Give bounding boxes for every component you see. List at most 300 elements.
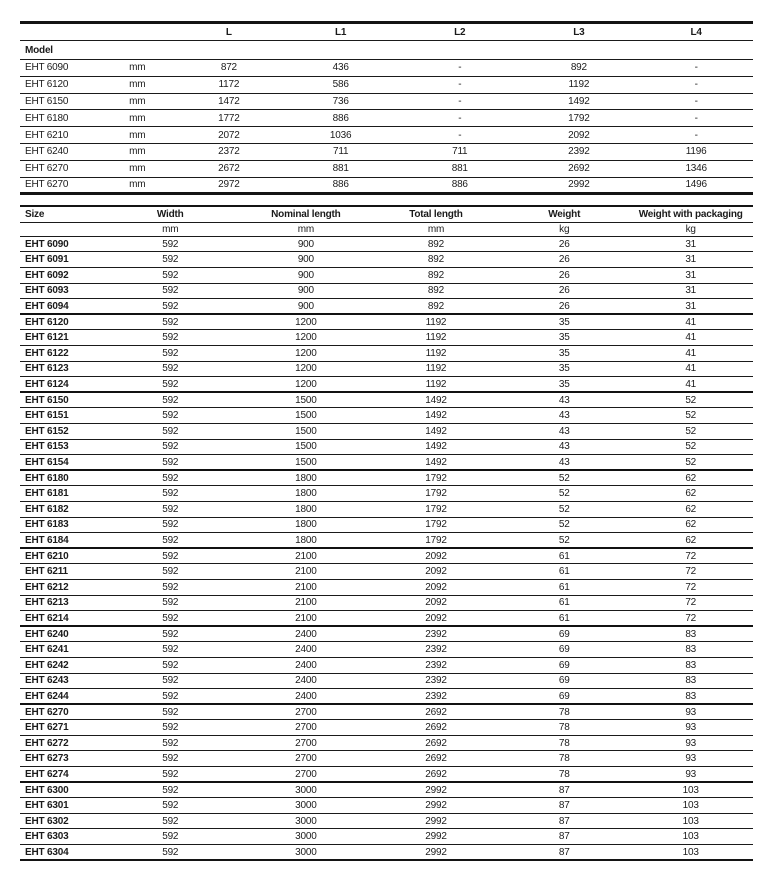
value-cell: 2992 (372, 813, 500, 829)
value-cell: 2392 (372, 689, 500, 705)
value-cell: 2992 (372, 845, 500, 861)
unit-cell-mm: mm (240, 222, 372, 236)
value-cell: 31 (628, 299, 753, 315)
value-cell: 2372 (178, 143, 281, 160)
value-cell: 886 (280, 177, 401, 194)
value-cell: 2992 (372, 829, 500, 845)
value-cell: 78 (500, 704, 628, 720)
size-table (20, 205, 753, 861)
size-group (20, 314, 753, 392)
value-cell: 87 (500, 813, 628, 829)
value-cell: 2692 (372, 767, 500, 783)
value-cell: 62 (628, 533, 753, 549)
value-cell: 26 (500, 236, 628, 252)
value-cell: 592 (101, 252, 240, 268)
value-cell: 3000 (240, 782, 372, 798)
value-cell: 2672 (178, 160, 281, 177)
value-cell: 103 (628, 782, 753, 798)
value-cell: 52 (500, 470, 628, 486)
value-cell: 62 (628, 486, 753, 502)
size-cell: EHT 6303 (20, 829, 101, 845)
value-cell: 592 (101, 408, 240, 424)
value-cell: 2692 (372, 735, 500, 751)
value-cell: 35 (500, 314, 628, 330)
size-row (20, 517, 753, 533)
model-cell: EHT 6270 (20, 160, 97, 177)
value-cell: 83 (628, 689, 753, 705)
value-cell: - (401, 76, 518, 93)
size-row (20, 455, 753, 471)
value-cell: 72 (628, 579, 753, 595)
dimensions-header-L2: L2 (401, 23, 518, 41)
value-cell: 2700 (240, 767, 372, 783)
value-cell: 892 (372, 236, 500, 252)
value-cell: 2100 (240, 611, 372, 627)
value-cell: 900 (240, 268, 372, 284)
dimensions-table-body (20, 60, 753, 194)
size-row (20, 564, 753, 580)
value-cell: 31 (628, 283, 753, 299)
unit-cell-blank (20, 222, 101, 236)
value-cell: 1200 (240, 330, 372, 346)
size-row (20, 767, 753, 783)
value-cell: 93 (628, 767, 753, 783)
value-cell: 69 (500, 673, 628, 689)
value-cell: 892 (372, 283, 500, 299)
size-group (20, 782, 753, 860)
size-cell: EHT 6184 (20, 533, 101, 549)
value-cell: 2992 (372, 782, 500, 798)
value-cell: 592 (101, 377, 240, 393)
size-cell: EHT 6213 (20, 595, 101, 611)
value-cell: 592 (101, 361, 240, 377)
value-cell: 1772 (178, 110, 281, 127)
value-cell: 2700 (240, 704, 372, 720)
value-cell: 881 (280, 160, 401, 177)
value-cell: 592 (101, 735, 240, 751)
value-cell: 103 (628, 829, 753, 845)
size-row (20, 704, 753, 720)
size-cell: EHT 6300 (20, 782, 101, 798)
value-cell: 52 (628, 408, 753, 424)
value-cell: 592 (101, 314, 240, 330)
size-header-width: Width (101, 206, 240, 222)
size-row (20, 408, 753, 424)
value-cell: 892 (372, 268, 500, 284)
value-cell: 592 (101, 813, 240, 829)
size-header-row (20, 206, 753, 222)
value-cell: 72 (628, 564, 753, 580)
value-cell: 1792 (372, 470, 500, 486)
value-cell: 892 (372, 252, 500, 268)
value-cell: 2400 (240, 689, 372, 705)
value-cell: 2392 (372, 626, 500, 642)
value-cell: 592 (101, 767, 240, 783)
value-cell: 31 (628, 236, 753, 252)
value-cell: 592 (101, 486, 240, 502)
size-cell: EHT 6183 (20, 517, 101, 533)
value-cell: mm (97, 110, 178, 127)
value-cell: 3000 (240, 813, 372, 829)
value-cell: 1800 (240, 470, 372, 486)
value-cell: 69 (500, 689, 628, 705)
size-row (20, 657, 753, 673)
value-cell: 592 (101, 798, 240, 814)
model-cell: EHT 6210 (20, 127, 97, 144)
value-cell: 592 (101, 346, 240, 362)
value-cell: 1500 (240, 424, 372, 440)
size-row (20, 845, 753, 861)
size-cell: EHT 6122 (20, 346, 101, 362)
value-cell: 41 (628, 361, 753, 377)
value-cell: 35 (500, 377, 628, 393)
value-cell: 711 (280, 143, 401, 160)
value-cell: 592 (101, 626, 240, 642)
value-cell: 83 (628, 626, 753, 642)
value-cell: 2700 (240, 735, 372, 751)
value-cell: 592 (101, 673, 240, 689)
size-row (20, 673, 753, 689)
value-cell: 2092 (372, 611, 500, 627)
value-cell: 2692 (518, 160, 639, 177)
size-row (20, 470, 753, 486)
value-cell: 2400 (240, 642, 372, 658)
size-row (20, 361, 753, 377)
value-cell: 872 (178, 60, 281, 77)
value-cell: 586 (280, 76, 401, 93)
value-cell: 1036 (280, 127, 401, 144)
value-cell: 1200 (240, 346, 372, 362)
size-row (20, 486, 753, 502)
dimensions-row (20, 177, 753, 194)
value-cell: 2092 (372, 595, 500, 611)
value-cell: 592 (101, 548, 240, 564)
size-cell: EHT 6153 (20, 439, 101, 455)
value-cell: 87 (500, 798, 628, 814)
size-row (20, 501, 753, 517)
size-group (20, 470, 753, 548)
size-row (20, 626, 753, 642)
value-cell: 43 (500, 408, 628, 424)
value-cell: 2400 (240, 673, 372, 689)
value-cell: 43 (500, 424, 628, 440)
size-row (20, 346, 753, 362)
value-cell: 26 (500, 299, 628, 315)
value-cell: 592 (101, 470, 240, 486)
size-row (20, 283, 753, 299)
size-row (20, 611, 753, 627)
value-cell: 900 (240, 283, 372, 299)
value-cell: - (639, 127, 753, 144)
dimensions-row (20, 93, 753, 110)
value-cell: 2692 (372, 704, 500, 720)
value-cell: mm (97, 76, 178, 93)
value-cell: 93 (628, 704, 753, 720)
model-cell: EHT 6180 (20, 110, 97, 127)
size-row (20, 579, 753, 595)
value-cell: 52 (500, 533, 628, 549)
value-cell: - (401, 127, 518, 144)
size-header-weight-with-packaging: Weight with packaging (628, 206, 753, 222)
dimensions-header-L1: L1 (280, 23, 401, 41)
size-cell: EHT 6090 (20, 236, 101, 252)
size-group (20, 392, 753, 470)
value-cell: 52 (628, 455, 753, 471)
value-cell: 3000 (240, 798, 372, 814)
value-cell: 892 (518, 60, 639, 77)
size-cell: EHT 6151 (20, 408, 101, 424)
dimensions-header-blank (97, 23, 178, 41)
size-header-weight: Weight (500, 206, 628, 222)
size-row (20, 424, 753, 440)
size-row (20, 595, 753, 611)
value-cell: - (639, 60, 753, 77)
size-row (20, 751, 753, 767)
value-cell: 900 (240, 299, 372, 315)
value-cell: 103 (628, 845, 753, 861)
value-cell: mm (97, 127, 178, 144)
size-cell: EHT 6181 (20, 486, 101, 502)
value-cell: 592 (101, 611, 240, 627)
value-cell: 43 (500, 439, 628, 455)
dimensions-header-L: L (178, 23, 281, 41)
size-cell: EHT 6094 (20, 299, 101, 315)
value-cell: 2400 (240, 657, 372, 673)
value-cell: 1192 (372, 346, 500, 362)
size-group (20, 704, 753, 782)
value-cell: 1500 (240, 408, 372, 424)
size-row (20, 533, 753, 549)
value-cell: 592 (101, 424, 240, 440)
value-cell: 69 (500, 657, 628, 673)
value-cell: 592 (101, 392, 240, 408)
value-cell: 592 (101, 439, 240, 455)
value-cell: 1492 (372, 408, 500, 424)
dimensions-table (20, 21, 753, 195)
dimensions-row (20, 127, 753, 144)
size-row (20, 798, 753, 814)
dimensions-header-blank (20, 23, 97, 41)
value-cell: 2700 (240, 720, 372, 736)
size-cell: EHT 6210 (20, 548, 101, 564)
size-cell: EHT 6150 (20, 392, 101, 408)
value-cell: 592 (101, 455, 240, 471)
value-cell: 72 (628, 548, 753, 564)
size-cell: EHT 6152 (20, 424, 101, 440)
dimensions-row (20, 60, 753, 77)
value-cell: 43 (500, 392, 628, 408)
dimensions-header-L4: L4 (639, 23, 753, 41)
value-cell: 592 (101, 236, 240, 252)
size-cell: EHT 6154 (20, 455, 101, 471)
value-cell: 2092 (372, 579, 500, 595)
value-cell: 1800 (240, 533, 372, 549)
value-cell: 900 (240, 252, 372, 268)
model-cell: EHT 6090 (20, 60, 97, 77)
size-cell: EHT 6244 (20, 689, 101, 705)
value-cell: 78 (500, 767, 628, 783)
value-cell: - (401, 93, 518, 110)
size-row (20, 720, 753, 736)
value-cell: 41 (628, 314, 753, 330)
size-header-size: Size (20, 206, 101, 222)
value-cell: 31 (628, 252, 753, 268)
value-cell: 1492 (372, 455, 500, 471)
value-cell: 592 (101, 595, 240, 611)
value-cell: 2400 (240, 626, 372, 642)
value-cell: 103 (628, 798, 753, 814)
value-cell: 31 (628, 268, 753, 284)
value-cell: mm (97, 60, 178, 77)
value-cell: 1192 (518, 76, 639, 93)
value-cell: mm (97, 177, 178, 194)
value-cell: 83 (628, 642, 753, 658)
dimensions-row (20, 143, 753, 160)
value-cell: 592 (101, 501, 240, 517)
value-cell: 436 (280, 60, 401, 77)
value-cell: 2100 (240, 564, 372, 580)
dimensions-section-row (20, 41, 753, 60)
size-cell: EHT 6121 (20, 330, 101, 346)
size-cell: EHT 6242 (20, 657, 101, 673)
value-cell: 1496 (639, 177, 753, 194)
value-cell: 736 (280, 93, 401, 110)
value-cell: 87 (500, 782, 628, 798)
size-row (20, 252, 753, 268)
dimensions-row (20, 76, 753, 93)
size-row (20, 735, 753, 751)
size-row (20, 392, 753, 408)
size-row (20, 439, 753, 455)
value-cell: 103 (628, 813, 753, 829)
unit-cell-mm: mm (101, 222, 240, 236)
value-cell: 1800 (240, 486, 372, 502)
size-cell: EHT 6270 (20, 704, 101, 720)
value-cell: 1492 (372, 439, 500, 455)
value-cell: 1800 (240, 501, 372, 517)
value-cell: 1192 (372, 314, 500, 330)
value-cell: 62 (628, 501, 753, 517)
value-cell: 69 (500, 626, 628, 642)
size-row (20, 236, 753, 252)
value-cell: 93 (628, 720, 753, 736)
size-row (20, 689, 753, 705)
value-cell: 62 (628, 470, 753, 486)
value-cell: 61 (500, 611, 628, 627)
size-group (20, 548, 753, 626)
value-cell: 881 (401, 160, 518, 177)
value-cell: 2392 (372, 657, 500, 673)
section-label-model: Model (20, 41, 753, 60)
value-cell: 1346 (639, 160, 753, 177)
value-cell: 1792 (372, 533, 500, 549)
value-cell: 1492 (372, 424, 500, 440)
size-cell: EHT 6092 (20, 268, 101, 284)
value-cell: mm (97, 160, 178, 177)
value-cell: 2392 (372, 642, 500, 658)
value-cell: 87 (500, 845, 628, 861)
value-cell: 711 (401, 143, 518, 160)
size-cell: EHT 6123 (20, 361, 101, 377)
value-cell: 1492 (372, 392, 500, 408)
value-cell: 1800 (240, 517, 372, 533)
value-cell: 41 (628, 330, 753, 346)
value-cell: 26 (500, 268, 628, 284)
size-cell: EHT 6091 (20, 252, 101, 268)
value-cell: - (639, 93, 753, 110)
size-header-nominal-length: Nominal length (240, 206, 372, 222)
dimensions-header-L3: L3 (518, 23, 639, 41)
value-cell: 3000 (240, 829, 372, 845)
value-cell: 61 (500, 595, 628, 611)
value-cell: 35 (500, 361, 628, 377)
value-cell: 62 (628, 517, 753, 533)
value-cell: 1500 (240, 392, 372, 408)
value-cell: 61 (500, 548, 628, 564)
value-cell: 35 (500, 346, 628, 362)
value-cell: 3000 (240, 845, 372, 861)
value-cell: 2100 (240, 548, 372, 564)
size-cell: EHT 6243 (20, 673, 101, 689)
value-cell: 2392 (518, 143, 639, 160)
size-cell: EHT 6302 (20, 813, 101, 829)
size-group (20, 626, 753, 704)
size-cell: EHT 6301 (20, 798, 101, 814)
value-cell: 592 (101, 299, 240, 315)
size-row (20, 642, 753, 658)
size-table-head (20, 206, 753, 236)
size-cell: EHT 6182 (20, 501, 101, 517)
value-cell: 1192 (372, 361, 500, 377)
value-cell: 52 (628, 424, 753, 440)
value-cell: 61 (500, 564, 628, 580)
size-units-row (20, 222, 753, 236)
value-cell: - (639, 76, 753, 93)
value-cell: 592 (101, 657, 240, 673)
value-cell: 2692 (372, 751, 500, 767)
value-cell: 886 (401, 177, 518, 194)
unit-cell-kg: kg (628, 222, 753, 236)
value-cell: 592 (101, 689, 240, 705)
value-cell: - (401, 110, 518, 127)
size-header-total-length: Total length (372, 206, 500, 222)
value-cell: 592 (101, 517, 240, 533)
value-cell: 2972 (178, 177, 281, 194)
size-cell: EHT 6273 (20, 751, 101, 767)
value-cell: 93 (628, 751, 753, 767)
size-cell: EHT 6272 (20, 735, 101, 751)
value-cell: 41 (628, 346, 753, 362)
value-cell: 900 (240, 236, 372, 252)
value-cell: mm (97, 93, 178, 110)
value-cell: 1192 (372, 377, 500, 393)
value-cell: 2392 (372, 673, 500, 689)
size-cell: EHT 6241 (20, 642, 101, 658)
size-row (20, 829, 753, 845)
size-cell: EHT 6274 (20, 767, 101, 783)
value-cell: 592 (101, 704, 240, 720)
value-cell: 2092 (372, 564, 500, 580)
size-group (20, 236, 753, 314)
value-cell: 2700 (240, 751, 372, 767)
value-cell: 72 (628, 611, 753, 627)
value-cell: 26 (500, 283, 628, 299)
value-cell: 52 (500, 486, 628, 502)
value-cell: 592 (101, 564, 240, 580)
dimensions-header-row (20, 23, 753, 41)
size-cell: EHT 6271 (20, 720, 101, 736)
size-row (20, 377, 753, 393)
